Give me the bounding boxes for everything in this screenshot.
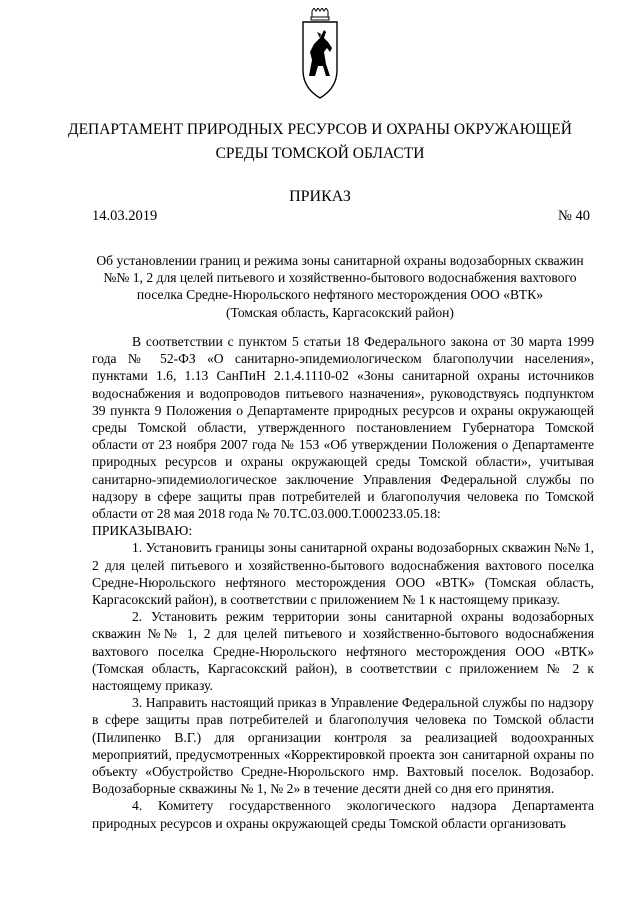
subject-line-1: Об установлении границ и режима зоны санитарной охраны водозаборных скважин [96, 253, 584, 268]
order-body [92, 333, 594, 832]
subject-line-2: №№ 1, 2 для целей питьевого и хозяйственно-бытового водоснабжения вахтового [103, 270, 577, 286]
department-name [60, 118, 580, 166]
item-1-paragraph: 1. Установить границы зоны санитарной охраны водозаборных скважин №№ 1, 2 для целей питьевого и хозяйственно-бытового водоснабжения вахтового поселка Средне-Нюрольского нефтяного месторождения ООО «ВТК» (Томская область, Каргасокский район), в соответствии с приложением № 1 к настоящему приказу. [92, 540, 594, 608]
order-title: ПРИКАЗ [289, 188, 351, 205]
department-line-2: СРЕДЫ ТОМСКОЙ ОБЛАСТИ [215, 145, 425, 162]
order-number: № 40 [558, 208, 590, 224]
subject-line-3: поселка Средне-Нюрольского нефтяного месторождения ООО «ВТК» [136, 287, 544, 303]
order-meta [92, 207, 590, 225]
item-2-paragraph: 2. Установить режим территории зоны санитарной охраны водозаборных скважин №№ 1, 2 для целей питьевого и хозяйственно-бытового водоснабжения вахтового поселка Средне-Нюрольского нефтяного месторождения ООО «ВТК» (Томская область, Каргасокский район), в соответствии с приложением № 2 к настоящему приказу. [92, 609, 594, 694]
preamble-paragraph: В соответствии с пунктом 5 статьи 18 Федерального закона от 30 марта 1999 года № 52-ФЗ «О санитарно-эпидемиологическом благополучии населения», пунктами 1.6, 1.13 СанПиН 2.1.4.1110-02 «Зоны санитарной охраны источников водоснабжения и водопроводов питьевого назначения», руководствуясь подпунктом 39 пункта 9 Положения о Департаменте природных ресурсов и охраны окружающей среды Томской области, утвержденного постановлением Губернатора Томской области от 23 ноября 2007 года № 153 «Об утверждении Положения о Департаменте природных ресурсов и охраны окружающей среды Томской области», учитывая санитарно-эпидемиологическое заключение Управления Федеральной службы по надзору в сфере защиты прав потребителей и благополучия человека по Томской области от 28 мая 2018 года № 70.TC.03.000.T.000233.05.18: [92, 334, 594, 522]
decree-heading: ПРИКАЗЫВАЮ: [92, 523, 193, 539]
order-subject [80, 252, 600, 321]
order-date: 14.03.2019 [92, 208, 158, 224]
subject-line-4: (Томская область, Каргасокский район) [226, 304, 454, 320]
department-line-1: ДЕПАРТАМЕНТ ПРИРОДНЫХ РЕСУРСОВ И ОХРАНЫ ОКРУЖАЮЩЕЙ [68, 121, 572, 138]
item-4-paragraph: 4. Комитету государственного экологического надзора Департамента природных ресурсов и охраны окружающей среды Томской области организовать [92, 798, 594, 831]
item-3-paragraph: 3. Направить настоящий приказ в Управление Федеральной службы по надзору в сфере защиты прав потребителей и благополучия человека по Томской области (Пилипенко В.Г.) для организации контроля за реализацией водоохранных мероприятий, предусмотренных «Корректировкой проекта зон санитарной охраны по объекту «Обустройство Средне-Нюрольского нмр. Вахтовый поселок. Водозабор. Водозаборные скважины № 1, № 2» в течение десяти дней со дня его принятия. [92, 695, 594, 797]
tomsk-region-coat-of-arms-icon [300, 8, 340, 101]
